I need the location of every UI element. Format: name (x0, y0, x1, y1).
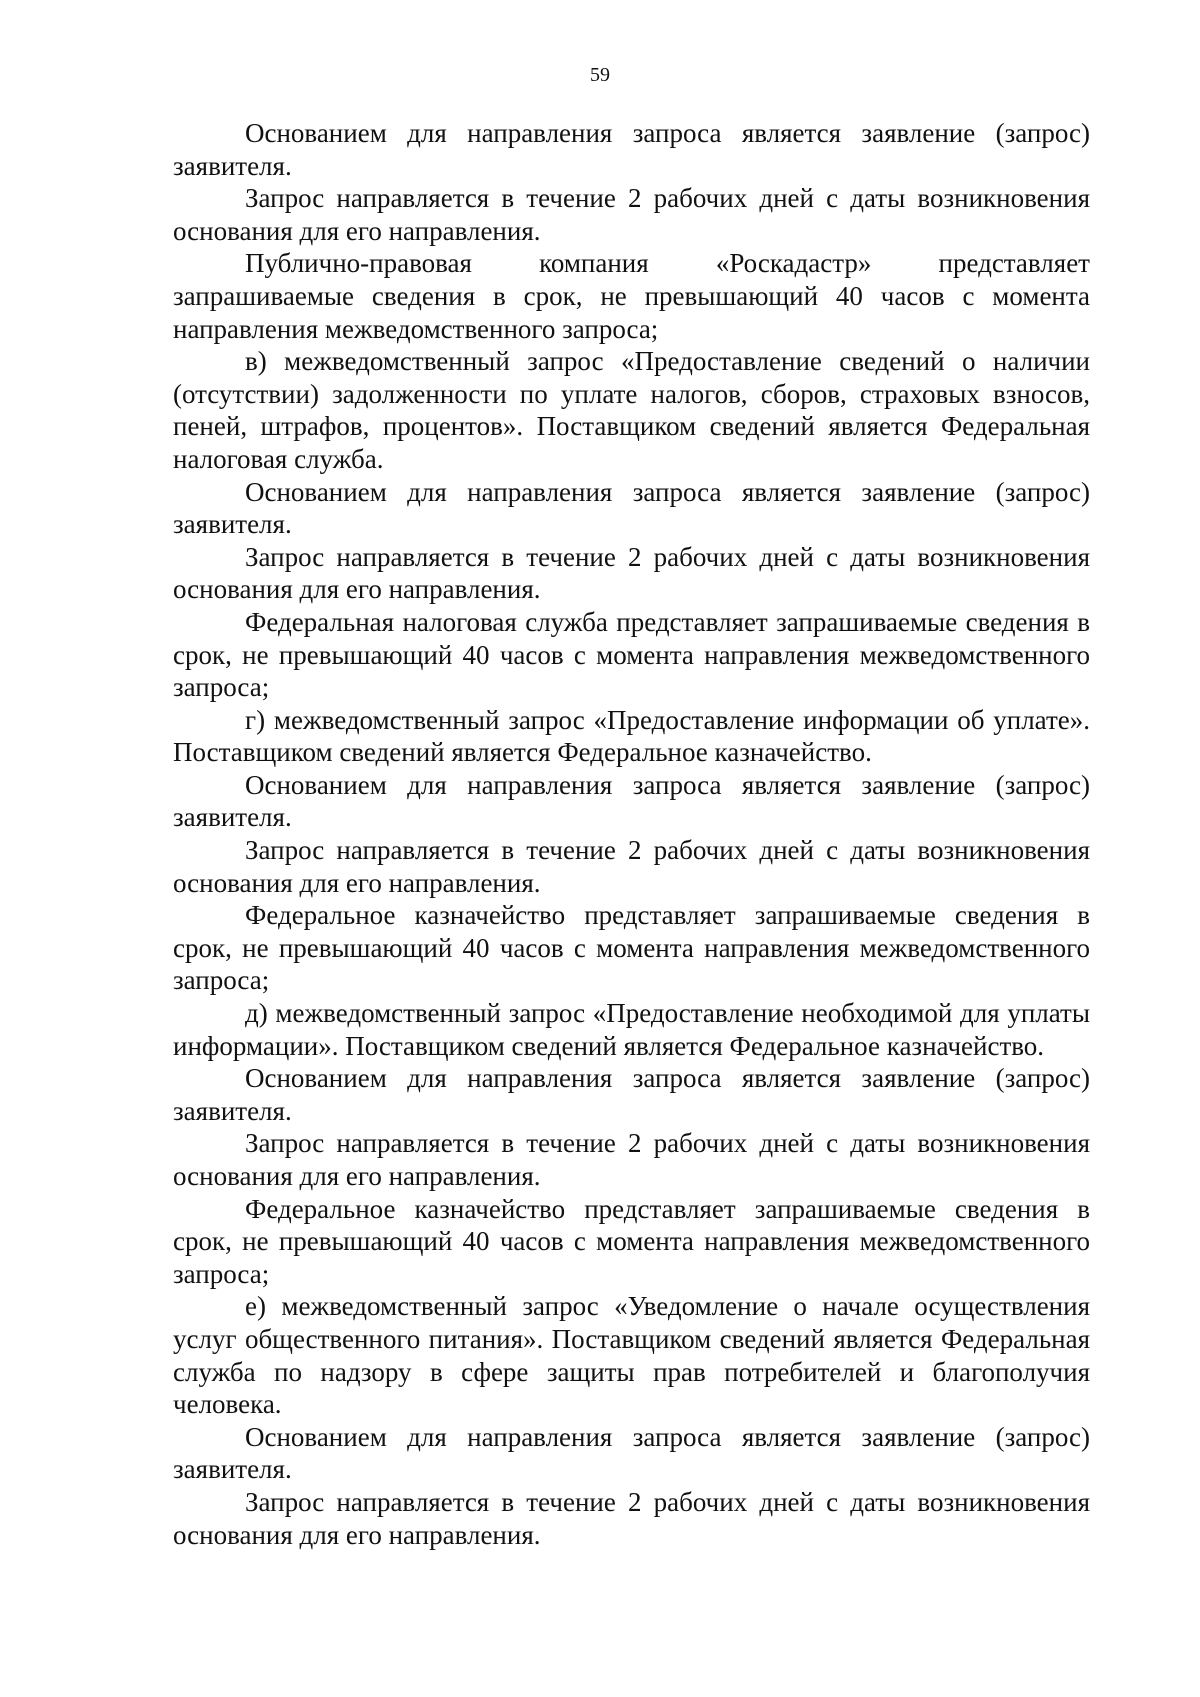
paragraph: г) межведомственный запрос «Предоставление информации об уплате». Поставщиком сведений является Федеральное казначейство. (173, 704, 1090, 768)
page-number: 59 (590, 64, 610, 86)
paragraph: е) межведомственный запрос «Уведомление о начале осуществления услуг общественного питания». Поставщиком сведений является Федеральная служба по надзору в сфере защиты прав потребителей и благополучия человека. (173, 1291, 1090, 1420)
paragraph: Основанием для направления запроса является заявление (запрос) заявителя. (173, 769, 1090, 833)
paragraph: Основанием для направления запроса является заявление (запрос) заявителя. (173, 118, 1090, 181)
paragraph: Федеральное казначейство представляет запрашиваемые сведения в срок, не превышающий 40 часов с момента направления межведомственного запроса; (173, 900, 1090, 996)
paragraph: Запрос направляется в течение 2 рабочих дней с даты возникновения основания для его направления. (173, 183, 1090, 246)
paragraph: Запрос направляется в течение 2 рабочих дней с даты возникновения основания для его направления. (173, 1128, 1090, 1191)
paragraph: Запрос направляется в течение 2 рабочих дней с даты возникновения основания для его направления. (173, 541, 1090, 605)
paragraph: д) межведомственный запрос «Предоставление необходимой для уплаты информации». Поставщиком сведений является Федеральное казначейство. (173, 998, 1090, 1061)
document-body (173, 117, 1090, 1551)
paragraph: Запрос направляется в течение 2 рабочих дней с даты возникновения основания для его направления. (173, 835, 1090, 898)
paragraph: Основанием для направления запроса является заявление (запрос) заявителя. (173, 1063, 1090, 1126)
paragraph: Основанием для направления запроса является заявление (запрос) заявителя. (173, 476, 1090, 540)
paragraph: Запрос направляется в течение 2 рабочих дней с даты возникновения основания для его направления. (173, 1486, 1090, 1550)
paragraph: Публично-правовая компания «Роскадастр» представляет запрашиваемые сведения в срок, не превышающий 40 часов с момента направления межведомственного запроса; (173, 248, 1090, 344)
paragraph: Основанием для направления запроса является заявление (запрос) заявителя. (173, 1421, 1090, 1485)
paragraph: в) межведомственный запрос «Предоставление сведений о наличии (отсутствии) задолженности по уплате налогов, сборов, страховых взносов, пеней, штрафов, процентов». Поставщиком сведений является Федеральная налоговая служба. (173, 346, 1090, 474)
paragraph: Федеральная налоговая служба представляет запрашиваемые сведения в срок, не превышающий 40 часов с момента направления межведомственного запроса; (173, 606, 1090, 703)
paragraph: Федеральное казначейство представляет запрашиваемые сведения в срок, не превышающий 40 часов с момента направления межведомственного запроса; (173, 1193, 1090, 1289)
